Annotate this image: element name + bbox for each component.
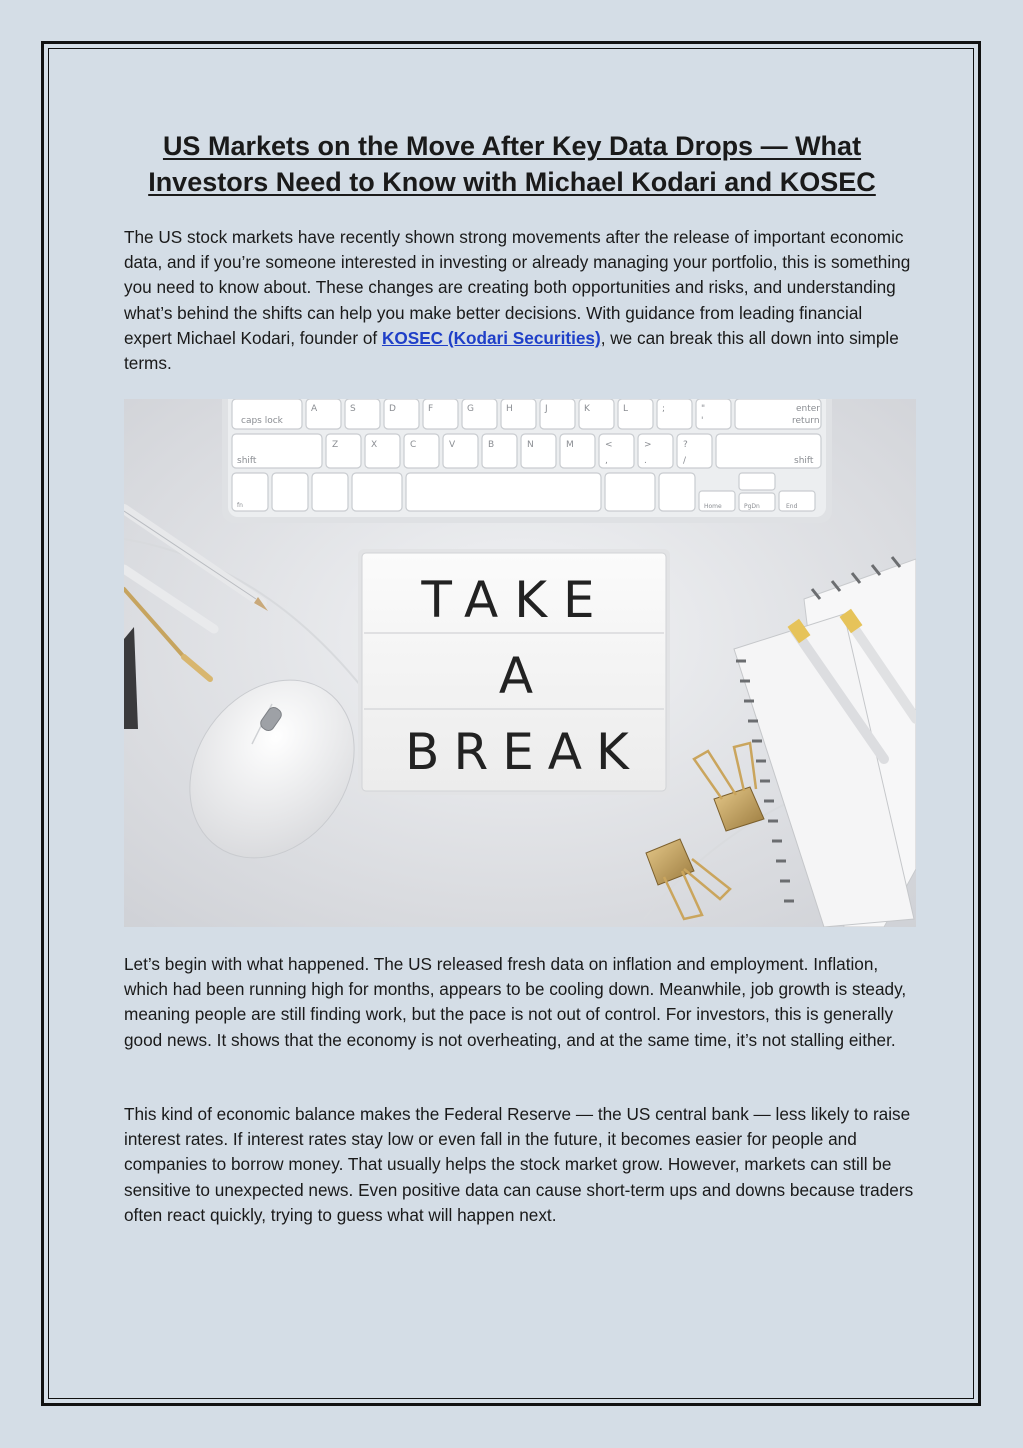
key-pgdn: PgDn (744, 503, 760, 510)
take-a-break-photo (124, 399, 916, 927)
lightbox (358, 549, 670, 795)
key-fn: fn (237, 502, 243, 509)
key-a: A (311, 404, 318, 414)
keyboard (222, 399, 832, 523)
lightbox-line-2: A (498, 647, 534, 705)
key-z: Z (332, 440, 339, 450)
key-f: F (428, 404, 434, 414)
paragraph-what-happened: Let’s begin with what happened. The US released fresh data on inflation and employment. Inflation, which had been running high for months, appears to be cooling down. Meanwhile, job growth is steady, meaning people are still finding work, but the pace is not out of control. For investors, this is generally good news. It shows that the economy is not overheating, and at the same time, it’s not stalling either. (124, 954, 907, 1050)
key-n: N (527, 440, 534, 450)
key-d: D (389, 404, 396, 414)
key-comma: , (605, 456, 608, 466)
key-k: K (584, 404, 590, 414)
key-end: End (786, 503, 798, 510)
lightbox-line-1: TAKE (421, 571, 611, 629)
article-title: US Markets on the Move After Key Data Drops — What Investors Need to Know with Michael Kodari and KOSEC (148, 131, 876, 197)
kosec-link[interactable]: KOSEC (Kodari Securities) (381, 327, 601, 348)
intro-paragraph (124, 225, 914, 376)
lightbox-line-3: BREAK (405, 723, 643, 781)
key-v: V (449, 440, 456, 450)
key-quote: " (701, 404, 706, 414)
key-enter: enter (796, 404, 821, 414)
key-slash: / (683, 456, 687, 466)
key-greater-than: > (644, 440, 652, 450)
key-c: C (410, 440, 417, 450)
key-s: S (350, 404, 356, 414)
key-j: J (545, 404, 548, 414)
key-apostrophe: ' (701, 416, 704, 426)
key-h: H (506, 404, 513, 414)
key-less-than: < (605, 440, 613, 450)
key-b: B (488, 440, 495, 450)
key-l: L (623, 404, 629, 414)
key-period: . (644, 456, 647, 466)
intro-text-end: , we can break this all down into simple terms. (124, 327, 899, 374)
key-home: Home (704, 503, 722, 510)
key-g: G (467, 404, 474, 414)
paragraph-economic-balance: This kind of economic balance makes the Federal Reserve — the US central bank — less likely to raise interest rates. If interest rates stay low or even fall in the future, it becomes easier for people and companies to borrow money. That usually helps the stock market grow. However, markets can still be sensitive to unexpected news. Even positive data can cause short-term ups and downs because traders often react quickly, trying to guess what will happen next. (124, 1104, 914, 1225)
key-semicolon: ; (662, 404, 666, 414)
key-return: return (792, 416, 820, 426)
key-shift-right: shift (794, 456, 814, 466)
key-x: X (371, 440, 378, 450)
key-m: M (566, 440, 574, 450)
key-caps-lock: caps lock (241, 416, 283, 426)
intro-text: The US stock markets have recently shown strong movements after the release of important economic data, and if you’re someone interested in investing or already managing your portfolio, this is something you need to know about. These changes are creating both opportunities and risks, and understanding what’s behind the shifts can help you make better decisions. With guidance from leading financial expert Michael Kodari, founder of (124, 227, 911, 348)
key-question: ? (683, 440, 688, 450)
key-shift-left: shift (237, 456, 257, 466)
